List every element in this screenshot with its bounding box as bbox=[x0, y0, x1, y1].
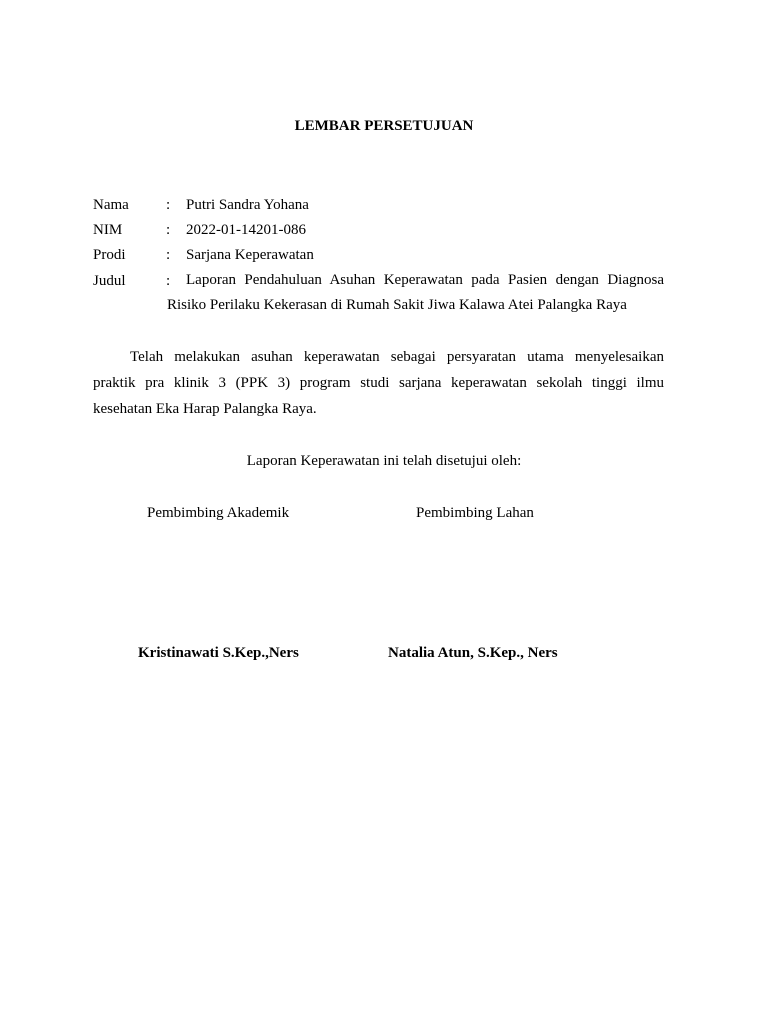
field-colon: : bbox=[166, 197, 171, 213]
signatory-name-academic: Kristinawati S.Kep.,Ners bbox=[138, 645, 299, 661]
page-title: LEMBAR PERSETUJUAN bbox=[294, 118, 474, 134]
field-label: Prodi bbox=[93, 247, 126, 263]
approval-statement: Laporan Keperawatan ini telah disetujui oleh: bbox=[246, 453, 522, 469]
signatory-role-academic: Pembimbing Akademik bbox=[147, 505, 290, 521]
field-value-judul bbox=[167, 268, 664, 318]
field-colon: : bbox=[166, 247, 171, 263]
field-label: Judul bbox=[93, 273, 126, 289]
field-value: 2022-01-14201-086 bbox=[186, 222, 306, 238]
paragraph-line: kesehatan Eka Harap Palangka Raya. bbox=[93, 401, 317, 417]
paragraph-line: praktik pra klinik 3 (PPK 3) program studi sarjana keperawatan sekolah tinggi ilmu bbox=[93, 375, 664, 391]
field-value: Putri Sandra Yohana bbox=[186, 197, 309, 213]
signatory-name-field: Natalia Atun, S.Kep., Ners bbox=[388, 645, 558, 661]
field-row-judul bbox=[93, 272, 665, 322]
field-label: NIM bbox=[93, 222, 123, 238]
field-value: Sarjana Keperawatan bbox=[186, 247, 314, 263]
field-colon: : bbox=[166, 273, 171, 289]
judul-line: Laporan Pendahuluan Asuhan Keperawatan pada Pasien dengan Diagnosa bbox=[186, 272, 664, 288]
judul-line: Risiko Perilaku Kekerasan di Rumah Sakit Jiwa Kalawa Atei Palangka Raya bbox=[167, 297, 627, 313]
field-label: Nama bbox=[93, 197, 129, 213]
field-colon: : bbox=[166, 222, 171, 238]
paragraph-line: Telah melakukan asuhan keperawatan sebagai persyaratan utama menyelesaikan bbox=[130, 349, 664, 365]
body-paragraph bbox=[93, 344, 664, 422]
signatory-role-field: Pembimbing Lahan bbox=[416, 505, 534, 521]
